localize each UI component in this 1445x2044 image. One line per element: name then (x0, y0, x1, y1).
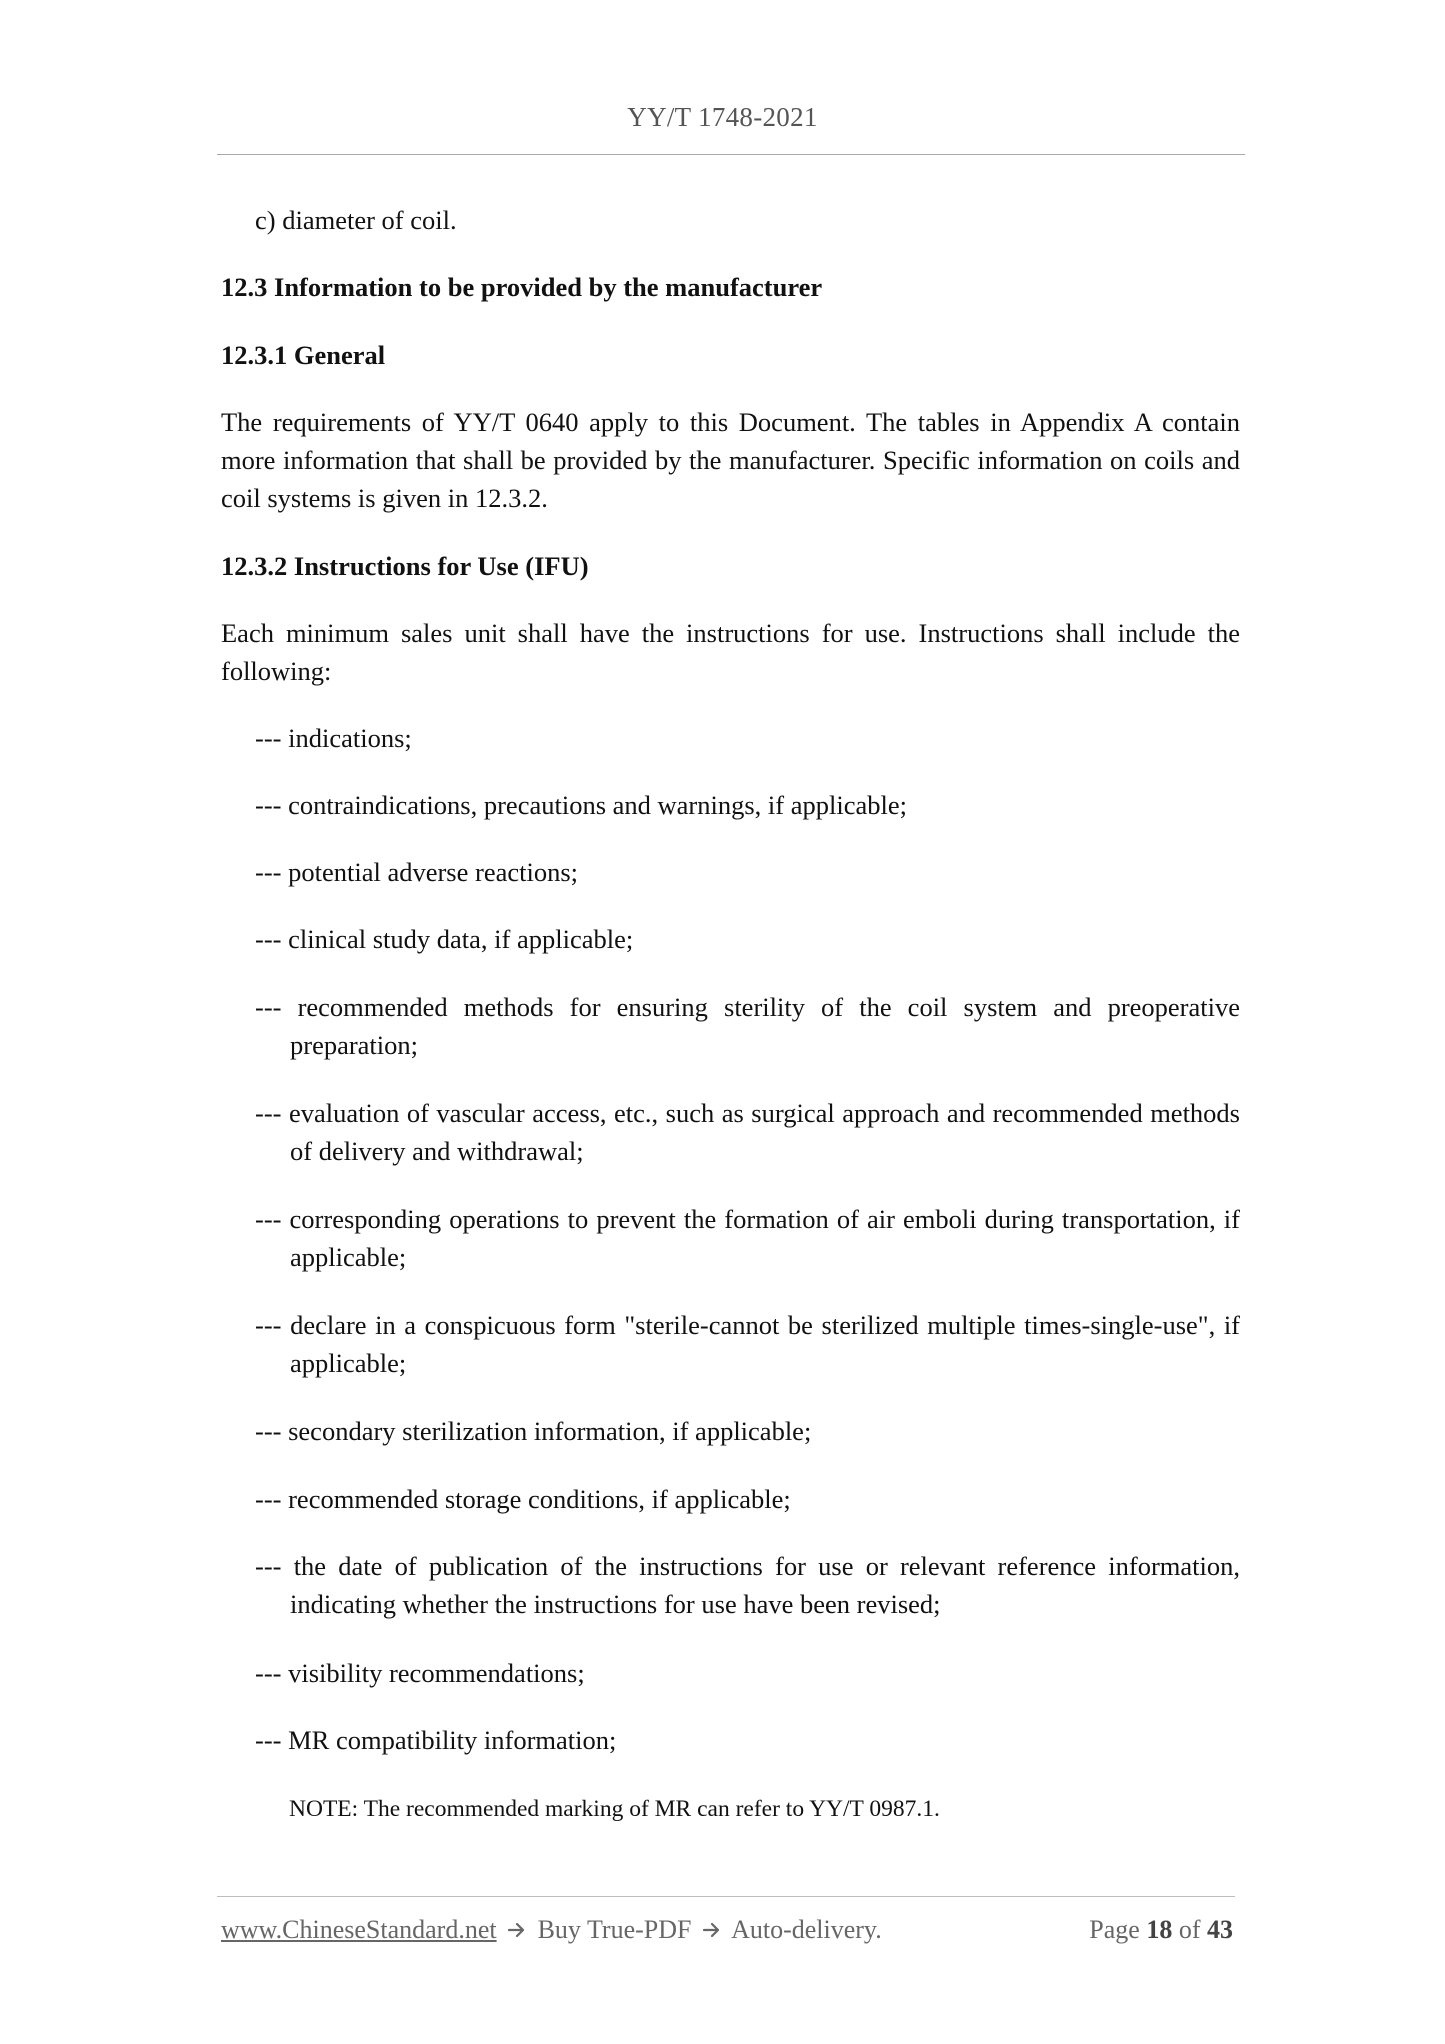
list-marker: --- (255, 1551, 294, 1581)
buy-true-pdf-text: Buy True-PDF (537, 1915, 692, 1944)
of-word: of (1178, 1915, 1201, 1944)
list-marker: --- (255, 1310, 291, 1340)
page-word: Page (1089, 1915, 1140, 1944)
website-link[interactable]: www.ChineseStandard.net (221, 1915, 497, 1944)
list-item (255, 1480, 1240, 1518)
list-item (255, 1306, 1240, 1382)
section-12-3-heading: 12.3 Information to be provided by the manufacturer (221, 272, 823, 302)
list-item-text: potential adverse reactions; (288, 857, 579, 887)
list-marker: --- (255, 790, 289, 820)
list-marker: --- (255, 1725, 289, 1755)
footer-divider (217, 1896, 1235, 1897)
right-arrow-icon (507, 1920, 527, 1940)
list-item-text: recommended storage conditions, if applicable; (288, 1484, 791, 1514)
list-marker: --- (255, 1098, 289, 1128)
list-marker: --- (255, 992, 298, 1022)
footer-promo (221, 1915, 882, 1945)
list-item-text: secondary sterilization information, if applicable; (288, 1416, 812, 1446)
intro-list-item: c) diameter of coil. (255, 205, 457, 235)
list-item (255, 1654, 1240, 1692)
list-marker: --- (255, 1658, 289, 1688)
header-title: YY/T 1748-2021 (627, 102, 818, 132)
note-text: NOTE: The recommended marking of MR can refer to YY/T 0987.1. (289, 1796, 940, 1822)
page-footer (221, 1915, 1233, 1955)
list-item-text: contraindications, precautions and warnings, if applicable; (288, 790, 907, 820)
list-item (255, 786, 1240, 824)
list-item (255, 1721, 1240, 1759)
right-arrow-icon (702, 1920, 722, 1940)
list-item-text: recommended methods for ensuring sterility of the coil system and preoperative preparation; (290, 992, 1240, 1060)
list-marker: --- (255, 924, 289, 954)
section-12-3-1-body: The requirements of YY/T 0640 apply to this Document. The tables in Appendix A contain more information that shall be provided by the manufacturer. Specific information on coils and coil systems is given in 12.3.2. (221, 407, 1240, 513)
list-item (255, 920, 1240, 958)
list-item (255, 1412, 1240, 1450)
list-item-text: MR compatibility information; (288, 1725, 617, 1755)
section-12-3-2-body: Each minimum sales unit shall have the instructions for use. Instructions shall include the following: (221, 618, 1240, 686)
page-number (1089, 1915, 1233, 1945)
list-item-text: indications; (288, 723, 412, 753)
list-marker: --- (255, 1416, 289, 1446)
list-item (255, 988, 1240, 1064)
list-item-text: evaluation of vascular access, etc., such as surgical approach and recommended methods of delivery and withdrawal; (288, 1098, 1240, 1166)
list-item-text: corresponding operations to prevent the formation of air emboli during transportation, if applicable; (289, 1204, 1240, 1272)
list-item-text: clinical study data, if applicable; (288, 924, 634, 954)
list-item (255, 1200, 1240, 1276)
section-12-3-1-heading: 12.3.1 General (221, 340, 386, 370)
list-item-text: visibility recommendations; (288, 1658, 585, 1688)
list-item-text: the date of publication of the instructions for use or relevant reference information, indicating whether the instructions for use have been revised; (290, 1551, 1240, 1619)
list-marker: --- (255, 1204, 290, 1234)
list-marker: --- (255, 857, 289, 887)
list-item (255, 719, 1240, 757)
list-marker: --- (255, 1484, 289, 1514)
list-item (255, 853, 1240, 891)
section-12-3-2-heading: 12.3.2 Instructions for Use (IFU) (221, 551, 589, 581)
total-page-count: 43 (1207, 1915, 1233, 1944)
auto-delivery-text: Auto-delivery. (731, 1915, 882, 1944)
list-item (255, 1094, 1240, 1170)
list-item (255, 1547, 1240, 1623)
list-item-text: declare in a conspicuous form "sterile-cannot be sterilized multiple times-single-use", if applicable; (290, 1310, 1241, 1378)
current-page-number: 18 (1146, 1915, 1173, 1944)
header-divider (217, 154, 1245, 155)
list-marker: --- (255, 723, 289, 753)
